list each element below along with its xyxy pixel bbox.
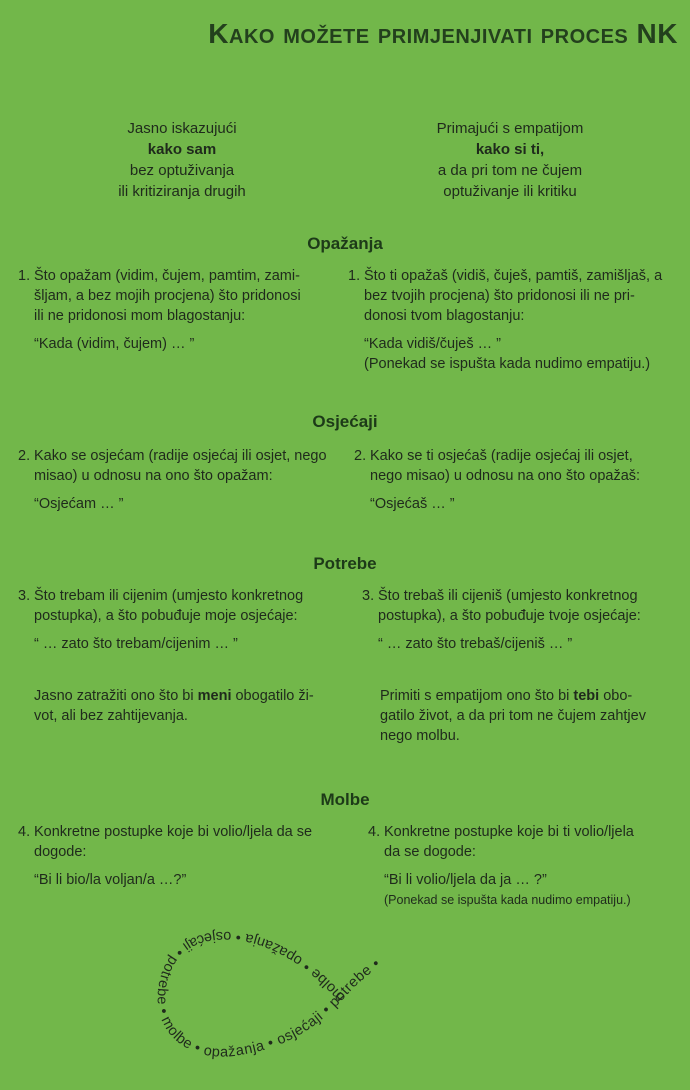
text-line: Konkretne postupke koje bi volio/ljela da se: [34, 824, 313, 840]
heading-needs: Potrebe: [313, 554, 377, 573]
intro-left-bold: kako sam: [147, 141, 217, 158]
observations-left: [18, 266, 348, 354]
text-span: obo-: [599, 688, 633, 704]
text-line: gatilo život, a da pri tom ne čujem zahtjev: [380, 708, 646, 724]
intro-left-line: ili kritiziranja drugih: [118, 183, 246, 200]
text-line: Što trebam ili cijenim (umjesto konkretnog: [34, 588, 304, 604]
intro-left: [32, 118, 332, 202]
text-line: šljam, a bez mojih procjena) što pridonosi: [34, 288, 301, 304]
text-line: misao) u odnosu na ono što opažam:: [34, 468, 273, 484]
text-line: nego molbu.: [380, 728, 460, 744]
needs-left: [18, 586, 348, 654]
note: (Ponekad se ispušta kada nudimo empatiju.): [384, 893, 631, 907]
feelings-left: [18, 446, 348, 514]
quote: “Bi li volio/ljela da ja … ?”: [384, 872, 547, 888]
request-paragraph-left: [34, 686, 354, 726]
text-line: postupka), a što pobuđuje moje osjećaje:: [34, 608, 298, 624]
intro-right-line: Primajući s empatijom: [436, 120, 584, 137]
text-line: Što opažam (vidim, čujem, pamtim, zami-: [34, 268, 300, 284]
observations-right: [348, 266, 683, 374]
text-line: ili ne pridonosi mom blagostanju:: [34, 308, 246, 324]
text-line: vot, ali bez zahtijevanja.: [34, 708, 188, 724]
item-number: 3.: [18, 588, 31, 604]
item-number: 1.: [18, 268, 31, 284]
page-title: Kako možete primjenjivati proces NK: [208, 18, 678, 49]
text-line: donosi tvom blagostanju:: [364, 308, 525, 324]
needs-right: [362, 586, 684, 654]
text-span: Jasno zatražiti ono što bi: [34, 688, 198, 704]
requests-right: [368, 822, 684, 910]
text-line: da se dogode:: [384, 844, 476, 860]
quote: “Bi li bio/la voljan/a …?”: [34, 872, 187, 888]
text-line: Kako se osjećam (radije osjećaj ili osjet, nego: [34, 448, 327, 464]
quote: “ … zato što trebaš/cijeniš … ”: [378, 636, 573, 652]
bold-word: tebi: [573, 688, 600, 704]
text-line: Konkretne postupke koje bi ti volio/ljela: [384, 824, 634, 840]
quote: “Kada vidiš/čuješ … ”: [364, 336, 501, 352]
quote: “Osjećaš … ”: [370, 496, 455, 512]
intro-right-line: a da pri tom ne čujem: [437, 162, 583, 179]
infinity-text: [154, 928, 384, 1061]
text-line: Što trebaš ili cijeniš (umjesto konkretnog: [378, 588, 638, 604]
intro-left-line: Jasno iskazujući: [127, 120, 237, 137]
intro-right: [360, 118, 660, 202]
heading-requests: Molbe: [320, 790, 370, 809]
text-line: postupka), a što pobuđuje tvoje osjećaje:: [378, 608, 641, 624]
intro-right-line: optuživanje ili kritiku: [443, 183, 577, 200]
text-line: Kako se ti osjećaš (radije osjećaj ili osjet,: [370, 448, 633, 464]
heading-feelings: Osjećaji: [312, 412, 378, 431]
quote: “Kada (vidim, čujem) … ”: [34, 336, 195, 352]
text-line: bez tvojih procjena) što pridonosi ili ne pri-: [364, 288, 635, 304]
requests-left: [18, 822, 358, 890]
feelings-right: [354, 446, 684, 514]
text-span: Primiti s empatijom ono što bi: [380, 688, 574, 704]
item-number: 1.: [348, 268, 361, 284]
intro-left-line: bez optuživanja: [129, 162, 235, 179]
infinity-word-loop: [140, 915, 550, 1080]
text-line: dogode:: [34, 844, 87, 860]
item-number: 4.: [368, 824, 381, 840]
text-span: obogatilo ži-: [231, 688, 314, 704]
note: (Ponekad se ispušta kada nudimo empatiju.): [364, 356, 651, 372]
heading-observations: Opažanja: [307, 234, 383, 253]
bold-word: meni: [197, 688, 232, 704]
item-number: 2.: [354, 448, 367, 464]
item-number: 3.: [362, 588, 375, 604]
text-line: nego misao) u odnosu na ono što opažaš:: [370, 468, 641, 484]
quote: “Osjećam … ”: [34, 496, 124, 512]
text-line: Što ti opažaš (vidiš, čuješ, pamtiš, zamišljaš, a: [364, 268, 663, 284]
item-number: 2.: [18, 448, 31, 464]
quote: “ … zato što trebam/cijenim … ”: [34, 636, 238, 652]
infinity-textpath: molbe • opažanja • osjećaji • potrebe • molbe • opažanja • osjećaji • potrebe •: [153, 927, 384, 1061]
item-number: 4.: [18, 824, 31, 840]
intro-right-bold: kako si ti,: [475, 141, 545, 158]
request-paragraph-right: [380, 686, 685, 746]
